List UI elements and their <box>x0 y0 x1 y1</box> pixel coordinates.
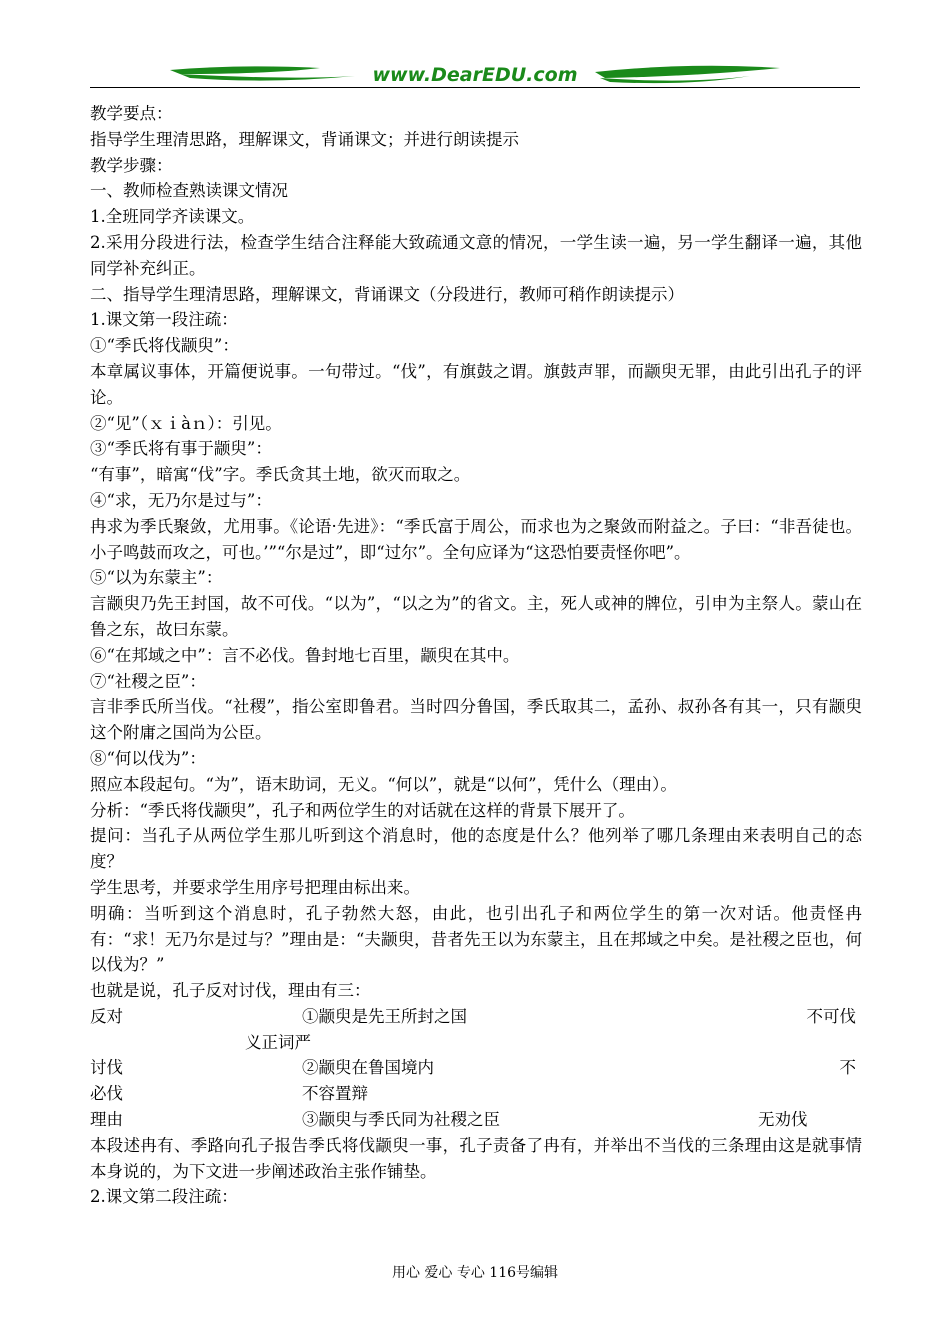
document-body <box>90 101 862 1210</box>
reason-note: 义正词严 <box>245 1032 311 1052</box>
reason-label: 反对 <box>90 1006 123 1026</box>
paragraph: 1.全班同学齐读课文。 <box>90 207 255 227</box>
paragraph: 提问：当孔子从两位学生那儿听到这个消息时，他的态度是什么？他列举了哪几条理由来表明自己的态度？ <box>90 826 862 872</box>
reason-text: ②颛臾在鲁国境内 <box>302 1058 434 1078</box>
annotation-term: ⑦“社稷之臣”： <box>90 671 206 691</box>
paragraph: 学生思考，并要求学生用序号把理由标出来。 <box>90 877 420 897</box>
subsection-heading: 1.课文第一段注疏： <box>90 310 238 330</box>
subsection-heading: 2.课文第二段注疏： <box>90 1187 238 1207</box>
reason-note: 不容置辩 <box>302 1084 368 1104</box>
paragraph: 照应本段起句。“为”，语末助词，无义。“何以”，就是“以何”，凭什么（理由）。 <box>90 774 677 794</box>
annotation-term: ①“季氏将伐颛臾”： <box>90 336 239 356</box>
paragraph: “有事”，暗寓“伐”字。季氏贪其土地，欲灭而取之。 <box>90 465 471 485</box>
reason-label: 讨伐 <box>90 1058 123 1078</box>
reason-label: 理由 <box>90 1110 123 1130</box>
header-rule <box>90 87 860 88</box>
reason-row-1 <box>90 1004 862 1030</box>
page-footer: 用心 爱心 专心 116号编辑 <box>391 1265 559 1281</box>
paragraph: 本章属议事体，开篇便说事。一句带过。“伐”，有旗鼓之谓。旗鼓声罪，而颛臾无罪，由此引出孔子的评论。 <box>90 361 862 407</box>
reason-row-1b <box>90 1030 862 1056</box>
reason-label: 必伐 <box>90 1084 123 1104</box>
section-heading: 二、指导学生理清思路，理解课文，背诵课文（分段进行，教师可稍作朗读提示） <box>90 284 684 304</box>
annotation-term: ②“见”（ｘｉàｎ）：引见。 <box>90 413 282 433</box>
annotation-term: ④“求，无乃尔是过与”： <box>90 490 272 510</box>
reason-conclusion: 不 <box>839 1058 856 1078</box>
reason-row-3 <box>90 1107 862 1133</box>
paragraph: 言非季氏所当伐。“社稷”，指公室即鲁君。当时四分鲁国，季氏取其二，孟孙、叔孙各有其一，只有颛臾这个附庸之国尚为公臣。 <box>90 697 862 743</box>
paragraph: 分析：“季氏将伐颛臾”，孔子和两位学生的对话就在这样的背景下展开了。 <box>90 800 635 820</box>
paragraph: 2.采用分段进行法，检查学生结合注释能大致疏通文意的情况，一学生读一遍，另一学生翻译一遍，其他同学补充纠正。 <box>90 232 862 278</box>
reason-row-2b <box>90 1081 862 1107</box>
annotation-term: ⑤“以为东蒙主”： <box>90 568 223 588</box>
site-name: www.DearEDU.com <box>372 64 578 86</box>
section-heading: 一、教师检查熟读课文情况 <box>90 181 288 201</box>
paragraph: 明确：当听到这个消息时，孔子勃然大怒，由此，也引出孔子和两位学生的第一次对话。他责怪冉有：“求！无乃尔是过与？”理由是：“夫颛臾，昔者先王以为东蒙主，且在邦域之中矣。是社稷之臣也，何以伐为？” <box>90 903 862 975</box>
paragraph: 本段述冉有、季路向孔子报告季氏将伐颛臾一事，孔子责备了冉有，并举出不当伐的三条理由这是就事情本身说的，为下文进一步阐述政治主张作铺垫。 <box>90 1135 862 1181</box>
annotation-term: ⑧“何以伐为”： <box>90 748 206 768</box>
reason-row-2 <box>90 1055 862 1081</box>
paragraph: 也就是说，孔子反对讨伐，理由有三： <box>90 981 371 1001</box>
heading-key-points: 教学要点： <box>90 104 173 123</box>
paragraph: 言颛臾乃先王封国，故不可伐。“以为”，“以之为”的省文。主，死人或神的牌位，引申为主祭人。蒙山在鲁之东，故曰东蒙。 <box>90 594 862 639</box>
paragraph: 冉求为季氏聚敛，尤用事。《论语·先进》：“季氏富于周公，而求也为之聚敛而附益之。子曰：“非吾徒也。小子鸣鼓而攻之，可也。’”“尔是过”，即“过尔”。全句应译为“这恐怕要责怪你吧”。 <box>90 516 862 562</box>
reason-text: ①颛臾是先王所封之国 <box>302 1006 467 1026</box>
reason-text: ③颛臾与季氏同为社稷之臣 <box>302 1110 500 1130</box>
heading-steps: 教学步骤： <box>90 155 173 175</box>
annotation-term: ③“季氏将有事于颛臾”： <box>90 439 272 459</box>
reason-conclusion: 不可伐 <box>806 1006 856 1026</box>
paragraph: 指导学生理清思路，理解课文，背诵课文；并进行朗读提示 <box>90 129 519 149</box>
annotation-term: ⑥“在邦域之中”：言不必伐。鲁封地七百里，颛臾在其中。 <box>90 645 520 665</box>
reason-conclusion: 无劝伐 <box>758 1110 808 1130</box>
